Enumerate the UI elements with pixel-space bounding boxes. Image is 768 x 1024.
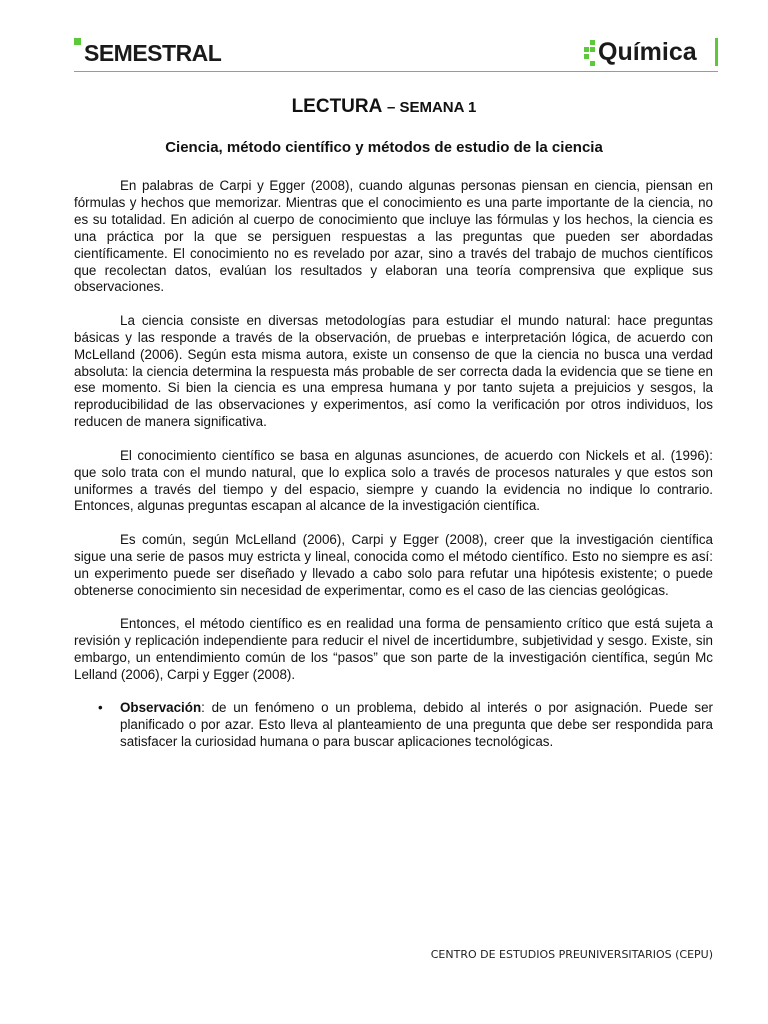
quimica-logo-text: Química [598, 38, 697, 66]
title-main: LECTURA [291, 96, 382, 117]
logo-accent-bar [715, 38, 718, 66]
bullet-text: : de un fenómeno o un problema, debido al interés o por asignación. Puede ser planificado o por azar. Esto lleva al planteamiento de una pregunta que debe ser respondida para satisfacer la curiosidad humana o para buscar aplicaciones tecnológicas. [120, 700, 713, 749]
quimica-logo [584, 36, 718, 70]
logo-accent-square [74, 38, 81, 45]
page-footer: CENTRO DE ESTUDIOS PREUNIVERSITARIOS (CEPU) [430, 948, 713, 961]
bullet-icon: • [98, 700, 103, 716]
paragraph: El conocimiento científico se basa en algunas asunciones, de acuerdo con Nickels et al. (1996): que solo trata con el mundo natural, que lo explica solo a través de procesos naturales y que estos son uniformes a través del tiempo y del espacio, siempre y cuando la evidencia no indique lo contrario. Entonces, algunas preguntas escapan al alcance de la investigación científica. [74, 447, 713, 514]
paragraph: En palabras de Carpi y Egger (2008), cuando algunas personas piensan en ciencia, piensan en fórmulas y hechos que memorizar. Mientras que el conocimiento es una parte importante de la ciencia, no es su totalidad. En adición al cuerpo de conocimiento que incluye las fórmulas y los hechos, la ciencia es una práctica por la que se persiguen respuestas a las preguntas que pueden ser abordadas científicamente. El conocimiento no es revelado por azar, sino a través del trabajo de muchos científicos que recolectan datos, evalúan los resultados y elaboran una teoría comprensiva que explique sus observaciones. [74, 178, 713, 295]
paragraph: La ciencia consiste en diversas metodologías para estudiar el mundo natural: hace preguntas básicas y las responde a través de la observación, de pruebas e interpretación lógica, de acuerdo con McLelland (2006). Según esta misma autora, existe un consenso de que la ciencia no busca una verdad absoluta: la ciencia determina la respuesta más probable de ser correcta dada la evidencia que se tiene en ese momento. Si bien la ciencia es una empresa humana y por tanto sujeta a prejuicios y sesgos, la reproducibilidad de las observaciones y experimentos, así como la verificación por otros individuos, los reducen de manera significativa. [74, 312, 713, 430]
header-divider [74, 71, 718, 72]
semestral-logo-text: SEMESTRAL [84, 40, 222, 66]
page-header [74, 36, 718, 72]
title-suffix: – SEMANA 1 [386, 99, 477, 116]
bullet-item [74, 700, 713, 751]
paragraph: Es común, según McLelland (2006), Carpi y Egger (2008), creer que la investigación científica sigue una serie de pasos muy estricta y lineal, conocida como el método científico. Esto no siempre es así: un experimento puede ser diseñado y llevado a cabo solo para refutar una hipótesis existente; o puede obtenerse conocimiento sin necesidad de experimentar, como es el caso de las ciencias geológicas. [74, 531, 713, 598]
paragraph: Entonces, el método científico es en realidad una forma de pensamiento crítico que está sujeta a revisión y replicación independiente para reducir el nivel de incertidumbre, subjetividad y sesgo. Existe, sin embargo, un entendimiento común de los “pasos” que son parte de la investigación científica, según Mc Lelland (2006), Carpi y Egger (2008). [74, 615, 713, 682]
page-subtitle: Ciencia, método científico y métodos de estudio de la ciencia [165, 139, 603, 156]
page-title [0, 96, 768, 118]
article-body [74, 178, 713, 751]
bullet-term: Observación [120, 700, 202, 716]
